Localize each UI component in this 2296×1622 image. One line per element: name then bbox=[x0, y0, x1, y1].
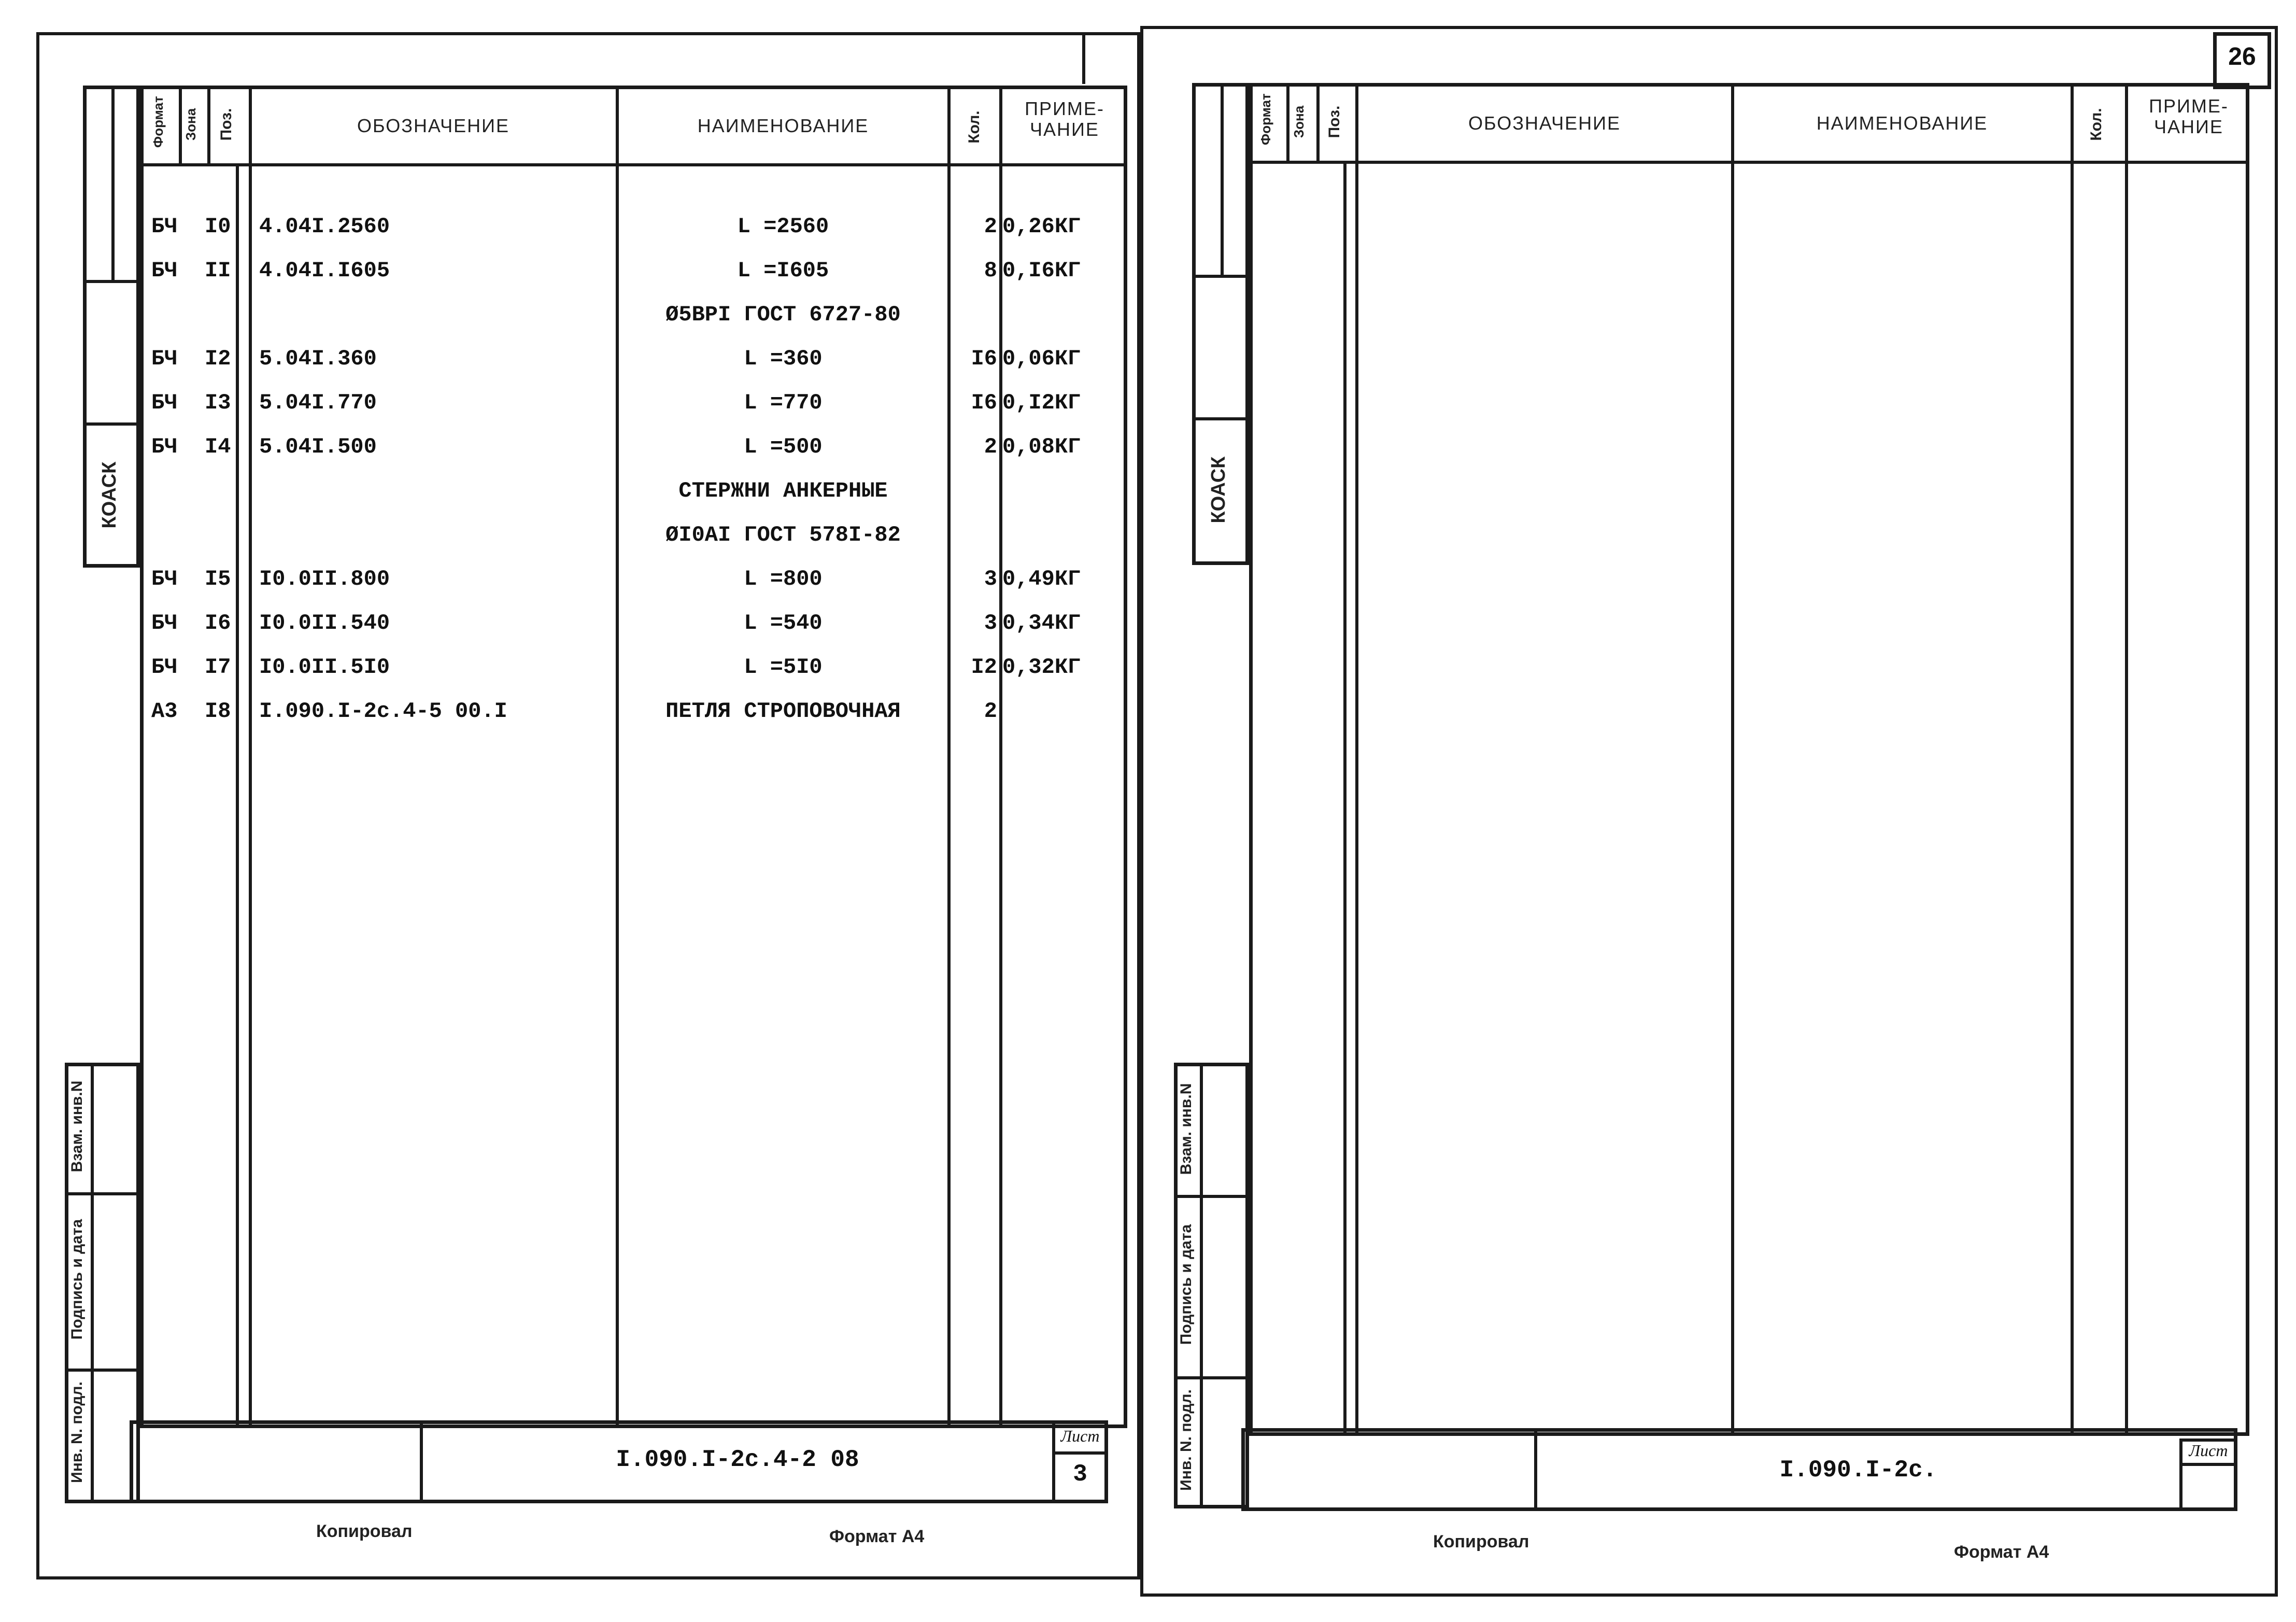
right-side-rule-1 bbox=[1192, 275, 1249, 278]
left-sheet-label: Лист bbox=[1060, 1427, 1100, 1445]
left-head-note-2: ЧАНИЕ bbox=[1030, 119, 1099, 140]
left-head-pos: Поз. bbox=[218, 108, 235, 141]
row-pos: I0 bbox=[205, 214, 231, 239]
row-fmt: БЧ bbox=[151, 567, 178, 591]
right-label-strip-inner bbox=[1200, 1063, 1203, 1508]
right-title-sheet-rule bbox=[2179, 1463, 2237, 1466]
row-fmt: БЧ bbox=[151, 346, 178, 371]
right-head-format: Формат bbox=[1258, 93, 1273, 145]
row-des: I0.0II.5I0 bbox=[259, 655, 390, 680]
right-sheet-label: Лист bbox=[2189, 1441, 2228, 1460]
row-qty: I6 bbox=[971, 346, 997, 371]
right-head-qty: Кол. bbox=[2088, 108, 2105, 141]
row-fmt: БЧ bbox=[151, 655, 178, 680]
left-head-designation: ОБОЗНАЧЕНИЕ bbox=[357, 115, 510, 136]
right-col-sep-note bbox=[2125, 83, 2128, 1436]
left-col-sep-name bbox=[616, 86, 619, 1428]
left-head-zone: Зона bbox=[183, 108, 199, 141]
left-header-rule bbox=[140, 163, 1127, 166]
row-name: Ø5ВРI ГОСТ 6727-80 bbox=[665, 302, 901, 327]
right-header-rule bbox=[1249, 161, 2249, 164]
row-fmt: БЧ bbox=[151, 434, 178, 459]
row-fmt: БЧ bbox=[151, 390, 178, 415]
left-col-sep-zone bbox=[179, 86, 182, 166]
row-name: L =770 bbox=[744, 390, 823, 415]
row-des: 4.04I.2560 bbox=[259, 214, 390, 239]
row-des: I0.0II.800 bbox=[259, 567, 390, 591]
row-name: L =500 bbox=[744, 434, 823, 459]
row-name: ØI0AI ГОСТ 578I-82 bbox=[665, 523, 901, 547]
right-col-sep-qty bbox=[2071, 83, 2074, 1436]
row-fmt: БЧ bbox=[151, 214, 178, 239]
right-col-sep-name bbox=[1731, 83, 1734, 1436]
row-pos: I7 bbox=[205, 655, 231, 680]
right-label-rule-1 bbox=[1174, 1195, 1249, 1198]
row-note: 0,49КГ bbox=[1002, 567, 1081, 591]
row-des: 4.04I.I605 bbox=[259, 258, 390, 283]
row-note: 0,06КГ bbox=[1002, 346, 1081, 371]
right-label-inv-orig: Инв. N. подл. bbox=[1178, 1389, 1195, 1491]
row-pos: II bbox=[205, 258, 231, 283]
left-copied-by: Копировал bbox=[316, 1521, 413, 1541]
row-qty: 2 bbox=[984, 699, 997, 724]
row-qty: 3 bbox=[984, 567, 997, 591]
left-title-sheet-rule bbox=[1052, 1451, 1108, 1455]
row-note: 0,08КГ bbox=[1002, 434, 1081, 459]
row-qty: 2 bbox=[984, 434, 997, 459]
row-pos: I4 bbox=[205, 434, 231, 459]
row-des: 5.04I.770 bbox=[259, 390, 377, 415]
row-fmt: БЧ bbox=[151, 258, 178, 283]
left-col-sep-pos-head bbox=[207, 86, 210, 166]
left-label-inv-orig: Инв. N. подл. bbox=[68, 1381, 86, 1483]
right-spec-frame bbox=[1249, 83, 2249, 1436]
right-col-sep-zone bbox=[1286, 83, 1289, 163]
right-label-sign-date: Подпись и дата bbox=[1178, 1224, 1195, 1345]
left-col-sep-des bbox=[249, 86, 252, 1428]
row-fmt: А3 bbox=[151, 699, 178, 724]
left-side-rule-1 bbox=[83, 280, 140, 283]
left-notch-line bbox=[1082, 32, 1085, 84]
left-col-sep-pos bbox=[236, 163, 239, 1428]
row-name: ПЕТЛЯ СТРОПОВОЧНАЯ bbox=[665, 699, 901, 724]
right-col-sep-pos bbox=[1343, 161, 1347, 1436]
left-stamp-code: I.090.I-2с.4-2 08 bbox=[616, 1446, 859, 1473]
left-head-note-1: ПРИМЕ- bbox=[1025, 98, 1104, 119]
row-name: СТЕРЖНИ АНКЕРНЫЕ bbox=[678, 478, 888, 503]
row-fmt: БЧ bbox=[151, 611, 178, 636]
right-side-inner bbox=[1221, 83, 1224, 275]
row-name: L =2560 bbox=[737, 214, 829, 239]
row-pos: I6 bbox=[205, 611, 231, 636]
left-side-stamp: КОАСК bbox=[98, 461, 120, 529]
left-head-name: НАИМЕНОВАНИЕ bbox=[697, 115, 869, 136]
left-label-rule-1 bbox=[65, 1192, 140, 1195]
row-name: L =5I0 bbox=[744, 655, 823, 680]
row-des: I.090.I-2с.4-5 00.I bbox=[259, 699, 507, 724]
right-head-note-1: ПРИМЕ- bbox=[2149, 95, 2229, 117]
row-note: 0,26КГ bbox=[1002, 214, 1081, 239]
left-col-sep-qty bbox=[947, 86, 951, 1428]
row-qty: 2 bbox=[984, 214, 997, 239]
left-col-sep-note bbox=[999, 86, 1002, 1428]
right-page-number: 26 bbox=[2228, 43, 2256, 70]
left-head-note bbox=[1002, 98, 1127, 161]
left-head-qty: Кол. bbox=[966, 110, 983, 144]
left-label-strip-inner bbox=[91, 1063, 94, 1503]
right-head-pos: Поз. bbox=[1326, 105, 1343, 138]
right-stamp-code: I.090.I-2с. bbox=[1779, 1457, 1937, 1484]
right-side-rule-2 bbox=[1192, 417, 1249, 420]
right-label-inv-no: Взам. инв.N bbox=[1178, 1083, 1195, 1175]
right-col-sep-pos-head bbox=[1316, 83, 1320, 163]
row-name: L =540 bbox=[744, 611, 823, 636]
right-copied-by: Копировал bbox=[1433, 1532, 1529, 1552]
right-head-zone: Зона bbox=[1291, 105, 1307, 138]
left-sheet-number: 3 bbox=[1073, 1461, 1087, 1488]
right-head-note bbox=[2128, 96, 2249, 158]
row-qty: 8 bbox=[984, 258, 997, 283]
right-format: Формат А4 bbox=[1954, 1542, 2049, 1562]
row-note: 0,32КГ bbox=[1002, 655, 1081, 680]
row-des: 5.04I.500 bbox=[259, 434, 377, 459]
left-side-inner bbox=[111, 86, 115, 280]
row-name: L =360 bbox=[744, 346, 823, 371]
right-head-note-2: ЧАНИЕ bbox=[2154, 116, 2223, 137]
row-pos: I2 bbox=[205, 346, 231, 371]
left-label-sign-date: Подпись и дата bbox=[68, 1219, 86, 1340]
row-qty: I2 bbox=[971, 655, 997, 680]
right-head-designation: ОБОЗНАЧЕНИЕ bbox=[1468, 112, 1621, 134]
row-note: 0,I2КГ bbox=[1002, 390, 1081, 415]
row-name: L =I605 bbox=[737, 258, 829, 283]
left-spec-frame bbox=[140, 86, 1127, 1428]
left-head-format: Формат bbox=[150, 96, 166, 148]
left-side-rule-2 bbox=[83, 422, 140, 426]
left-format: Формат А4 bbox=[829, 1527, 925, 1546]
row-note: 0,I6КГ bbox=[1002, 258, 1081, 283]
row-pos: I3 bbox=[205, 390, 231, 415]
row-pos: I5 bbox=[205, 567, 231, 591]
right-head-name: НАИМЕНОВАНИЕ bbox=[1816, 112, 1988, 134]
row-des: I0.0II.540 bbox=[259, 611, 390, 636]
row-pos: I8 bbox=[205, 699, 231, 724]
right-col-sep-des bbox=[1355, 83, 1358, 1436]
left-label-inv-no: Взам. инв.N bbox=[68, 1080, 86, 1173]
row-qty: I6 bbox=[971, 390, 997, 415]
row-name: L =800 bbox=[744, 567, 823, 591]
row-des: 5.04I.360 bbox=[259, 346, 377, 371]
right-side-stamp: КОАСК bbox=[1208, 456, 1229, 524]
row-note: 0,34КГ bbox=[1002, 611, 1081, 636]
row-qty: 3 bbox=[984, 611, 997, 636]
